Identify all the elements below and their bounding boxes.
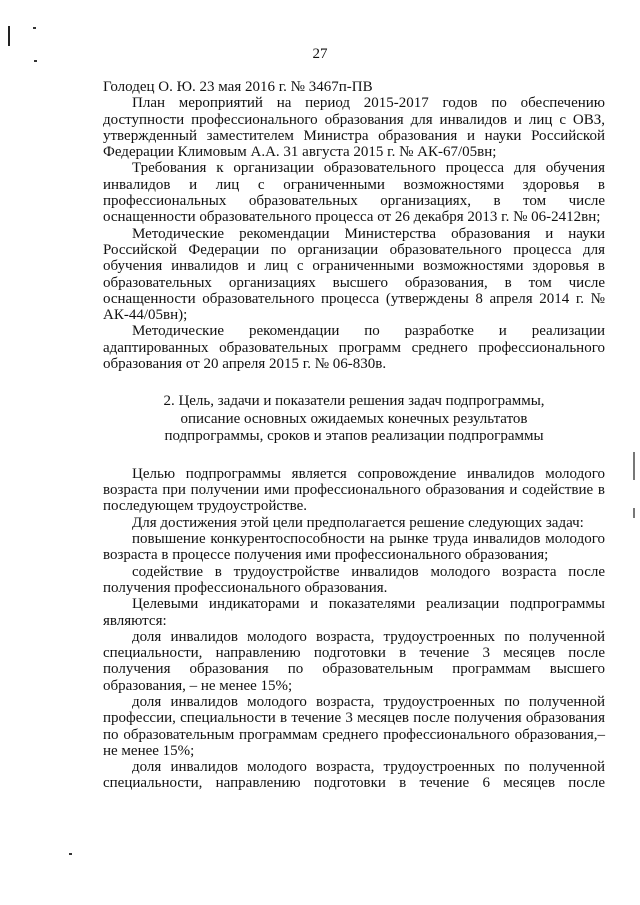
- reference-item: Методические рекомендации по разработке и реализации адаптированных образовательных программ среднего профессионального образования от 20 апреля 2015 г. № 06-830в.: [103, 323, 605, 373]
- section-heading: [103, 393, 605, 446]
- scan-edge-mark: [633, 452, 635, 480]
- indicator-item: доля инвалидов молодого возраста, трудоустроенных по полученной специальности, направлению подготовки в течение 6 месяцев после: [103, 759, 605, 792]
- reference-item: План мероприятий на период 2015-2017 годов по обеспечению доступности профессионального образования для инвалидов и лиц с ОВЗ, утвержденный заместителем Министра образования и науки Российской Федерации Климовым А.А. 31 августа 2015 г. № АК-67/05вн;: [103, 95, 605, 161]
- paragraph: Целевыми индикаторами и показателями реализации подпрограммы являются:: [103, 596, 605, 629]
- task-item: повышение конкурентоспособности на рынке труда инвалидов молодого возраста в процессе получения ими профессионального образования;: [103, 531, 605, 564]
- page-number: 27: [312, 46, 328, 62]
- reference-item: Методические рекомендации Министерства образования и науки Российской Федерации по организации образовательного процесса для обучения инвалидов и лиц с ограниченными возможностями здоровья в образовательных организациях высшего образования, в том числе оснащенности образовательного процесса (утверждены 8 апреля 2014 г. № АК-44/05вн);: [103, 225, 605, 324]
- scan-edge-mark: [8, 26, 10, 46]
- section-heading-line: описание основных ожидаемых конечных результатов: [180, 410, 528, 427]
- document-body: [103, 79, 605, 792]
- reference-item: Голодец О. Ю. 23 мая 2016 г. № 3467п-ПВ: [103, 79, 373, 95]
- indicator-item: доля инвалидов молодого возраста, трудоустроенных по полученной профессии, специальности в течение 3 месяцев после получения образования по образовательным программам среднего профессионального образования,– не менее 15%;: [103, 694, 605, 759]
- paragraph: Целью подпрограммы является сопровождение инвалидов молодого возраста при получении ими профессионального образования и содействие в последующем трудоустройстве.: [103, 465, 605, 515]
- scan-speck: [69, 853, 72, 855]
- section-heading-line: 2. Цель, задачи и показатели решения задач подпрограммы,: [163, 393, 545, 410]
- scan-speck: [33, 27, 36, 29]
- section-heading-line: подпрограммы, сроков и этапов реализации подпрограммы: [164, 428, 544, 445]
- reference-item: Требования к организации образовательного процесса для обучения инвалидов и лиц с ограниченными возможностями здоровья в профессиональных образовательных организациях, в том числе оснащенности образовательного процесса от 26 декабря 2013 г. № 06-2412вн;: [103, 160, 605, 226]
- indicator-item: доля инвалидов молодого возраста, трудоустроенных по полученной специальности, направлению подготовки в течение 3 месяцев после получения образования по образовательным программам высшего образования, – не менее 15%;: [103, 628, 605, 694]
- paragraph: Для достижения этой цели предполагается решение следующих задач:: [132, 514, 584, 531]
- scan-edge-mark: [633, 508, 635, 518]
- task-item: содействие в трудоустройстве инвалидов молодого возраста после получения профессионального образования.: [103, 563, 605, 596]
